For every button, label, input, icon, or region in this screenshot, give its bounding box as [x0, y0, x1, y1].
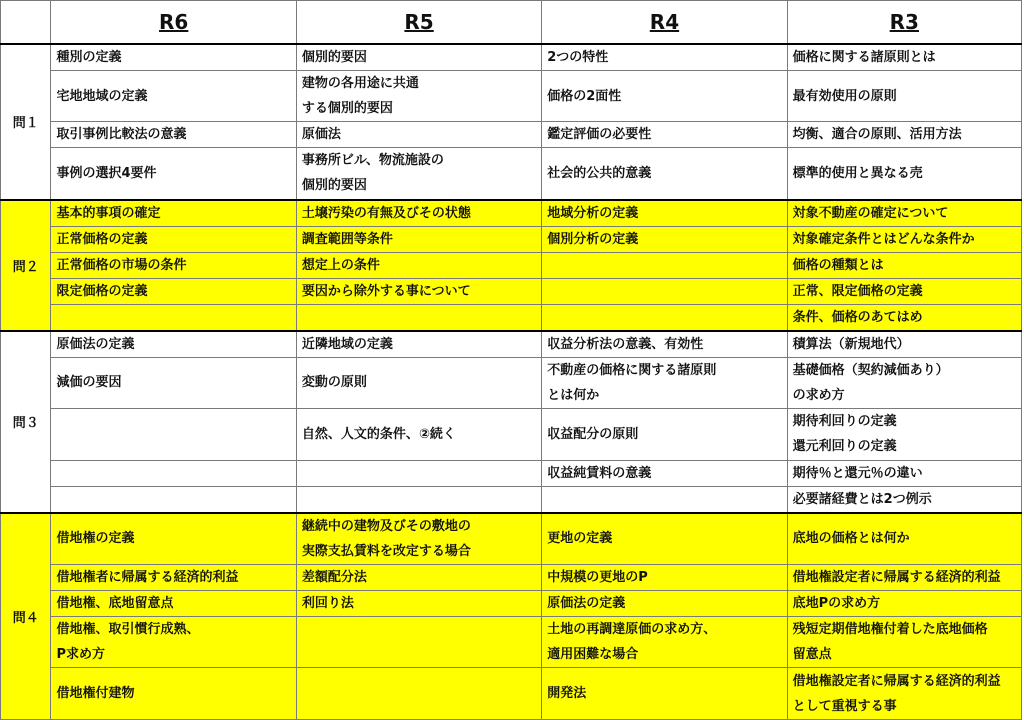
table-cell[interactable] [296, 200, 541, 227]
table-cell[interactable] [787, 44, 1021, 71]
table-cell[interactable] [296, 331, 541, 358]
table-row [1, 408, 1022, 460]
cell-text: 2つの特性 [547, 50, 609, 65]
table-cell[interactable] [542, 408, 787, 460]
cell-text: 調査範囲等条件 [301, 231, 393, 247]
table-cell[interactable] [51, 591, 296, 617]
table-cell[interactable] [542, 278, 787, 304]
table-cell[interactable] [787, 617, 1021, 668]
cell-text: 期待％と還元％の違い [792, 465, 923, 481]
cell-text: 宅地地域の定義 [56, 88, 148, 104]
table-cell[interactable] [51, 565, 296, 591]
table-row [1, 44, 1022, 71]
table-cell[interactable] [51, 617, 296, 668]
question-label-q3[interactable]: 問３ [1, 331, 51, 513]
table-row [1, 226, 1022, 252]
table-cell[interactable] [296, 408, 541, 460]
table-cell[interactable] [542, 44, 787, 71]
cell-text: 正常価格の市場の条件 [56, 257, 187, 273]
table-cell[interactable] [542, 357, 787, 408]
table-cell[interactable] [51, 122, 296, 148]
table-cell[interactable] [787, 357, 1021, 408]
cell-text: 継続中の建物及びその敷地の [301, 518, 471, 534]
table-cell[interactable] [296, 486, 541, 513]
cell-text: 基本的事項の確定 [56, 205, 161, 221]
cell-text: 借地権、底地留意点 [56, 596, 174, 611]
question-label-q2[interactable]: 問２ [1, 200, 51, 331]
table-row [1, 617, 1022, 668]
table-cell[interactable] [296, 357, 541, 408]
cell-text: 対象不動産の確定について [792, 205, 949, 221]
cell-text: 均衡、適合の原則、活用方法 [792, 127, 962, 142]
cell-text: 更地の定義 [547, 531, 613, 547]
table-cell[interactable] [542, 460, 787, 486]
cell-text: 底地の価格とは何か [792, 531, 910, 547]
cell-text: 土壌汚染の有無及びその状態 [301, 205, 471, 221]
table-cell[interactable] [542, 226, 787, 252]
table-cell[interactable] [296, 304, 541, 331]
table-cell[interactable] [787, 565, 1021, 591]
column-header-r4[interactable]: R4 [542, 1, 787, 45]
cell-text: 建物の各用途に共通 [301, 76, 419, 91]
table-row [1, 460, 1022, 486]
cell-text: 利回り法 [301, 596, 354, 611]
table-cell[interactable] [51, 513, 296, 565]
cell-text: 自然、人文的条件、②続く [301, 426, 456, 442]
table-row [1, 71, 1022, 122]
table-cell[interactable] [787, 122, 1021, 148]
table-cell[interactable] [51, 408, 296, 460]
table-cell[interactable] [51, 252, 296, 278]
table-cell[interactable] [296, 252, 541, 278]
corner-cell[interactable] [1, 1, 51, 45]
table-cell[interactable] [296, 278, 541, 304]
table-cell[interactable] [542, 200, 787, 227]
table-row [1, 668, 1022, 720]
table-cell[interactable] [51, 278, 296, 304]
table-row [1, 148, 1022, 200]
question-label-q4[interactable]: 問４ [1, 513, 51, 720]
header-row [1, 1, 1022, 45]
cell-text: 土地の再調達原価の求め方、 [547, 622, 717, 637]
table-row [1, 357, 1022, 408]
cell-text: 条件、価格のあてはめ [792, 309, 923, 325]
table-row [1, 278, 1022, 304]
table-cell[interactable] [51, 331, 296, 358]
table-cell[interactable] [296, 71, 541, 122]
table-row [1, 513, 1022, 565]
cell-text: 収益分析法の意義、有効性 [547, 336, 704, 352]
cell-text: 差額配分法 [301, 570, 367, 585]
cell-text: 借地権設定者に帰属する経済的利益 [792, 673, 1001, 689]
cell-text: 事務所ビル、物流施設の [301, 153, 444, 169]
table-row [1, 304, 1022, 331]
table-cell[interactable] [542, 668, 787, 720]
table-cell[interactable] [542, 617, 787, 668]
table-cell[interactable] [296, 617, 541, 668]
table-row [1, 486, 1022, 513]
table-cell[interactable] [787, 226, 1021, 252]
table-cell[interactable] [787, 408, 1021, 460]
cell-text: 最有効使用の原則 [792, 88, 897, 104]
cell-text: 不動産の価格に関する諸原則 [547, 362, 717, 378]
table-cell[interactable] [542, 486, 787, 513]
table-row [1, 331, 1022, 358]
cell-text: 想定上の条件 [301, 257, 380, 273]
table-cell[interactable] [296, 591, 541, 617]
cell-text: 社会的公共的意義 [547, 165, 652, 181]
table-cell[interactable] [787, 148, 1021, 200]
table-row [1, 122, 1022, 148]
cell-text: 個別的要因 [301, 50, 367, 65]
cell-text: 収益配分の原則 [547, 426, 639, 442]
table-cell[interactable] [542, 513, 787, 565]
cell-text: 減価の要因 [56, 375, 122, 390]
table-cell[interactable] [542, 122, 787, 148]
table-cell[interactable] [51, 200, 296, 227]
table-cell[interactable] [296, 460, 541, 486]
table-cell[interactable] [787, 668, 1021, 720]
table-body [1, 44, 1022, 720]
cell-text: 実際支払賃料を改定する場合 [301, 543, 471, 559]
table-cell[interactable] [787, 200, 1021, 227]
cell-text: 開発法 [547, 686, 587, 701]
cell-text: 種別の定義 [56, 50, 122, 65]
cell-text: 借地権付建物 [56, 686, 135, 701]
cell-text: として重視する事 [792, 698, 897, 714]
cell-text: P求め方 [56, 647, 106, 662]
table-cell[interactable] [51, 357, 296, 408]
cell-text: 正常、限定価格の定義 [792, 283, 923, 299]
cell-text: 基礎価格（契約減価あり） [792, 362, 949, 378]
table-cell[interactable] [787, 331, 1021, 358]
cell-text: 原価法の定義 [56, 336, 135, 352]
cell-text: 取引事例比較法の意義 [56, 127, 187, 142]
table-cell[interactable] [542, 304, 787, 331]
cell-text: 鑑定評価の必要性 [547, 127, 652, 142]
cell-text: 原価法 [301, 127, 341, 142]
table-cell[interactable] [542, 591, 787, 617]
table-cell[interactable] [51, 226, 296, 252]
cell-text: 必要諸経費とは2つ例示 [792, 491, 932, 507]
table-cell[interactable] [296, 668, 541, 720]
cell-text: 価格の種類とは [792, 257, 884, 273]
cell-text: 地域分析の定義 [547, 205, 639, 221]
table-row [1, 591, 1022, 617]
cell-text: 個別的要因 [301, 178, 367, 194]
table-cell[interactable] [296, 513, 541, 565]
cell-text: 価格に関する諸原則とは [792, 50, 936, 65]
table-cell[interactable] [787, 71, 1021, 122]
cell-text: 底地Pの求め方 [792, 596, 881, 611]
cell-text: 限定価格の定義 [56, 283, 148, 299]
cell-text: 借地権設定者に帰属する経済的利益 [792, 570, 1001, 585]
cell-text: 対象確定条件とはどんな条件か [792, 231, 975, 247]
table-cell[interactable] [296, 565, 541, 591]
column-header-r5[interactable]: R5 [296, 1, 541, 45]
table-cell[interactable] [296, 44, 541, 71]
cell-text: の求め方 [792, 387, 845, 403]
table-cell[interactable] [542, 71, 787, 122]
table-row [1, 200, 1022, 227]
table-cell[interactable] [787, 252, 1021, 278]
table-cell[interactable] [51, 486, 296, 513]
column-header-r6[interactable]: R6 [51, 1, 296, 45]
cell-text: 借地権者に帰属する経済的利益 [56, 570, 239, 585]
table-cell[interactable] [787, 591, 1021, 617]
table-cell[interactable] [51, 148, 296, 200]
table-cell[interactable] [51, 668, 296, 720]
table-cell[interactable] [787, 486, 1021, 513]
cell-text: 原価法の定義 [547, 596, 626, 611]
table-row [1, 565, 1022, 591]
cell-text: する個別的要因 [301, 101, 393, 116]
cell-text: 積算法（新規地代） [792, 336, 910, 352]
cell-text: 留意点 [792, 647, 832, 662]
cell-text: 適用困難な場合 [547, 647, 639, 662]
cell-text: 中規模の更地のP [547, 570, 648, 585]
table-cell[interactable] [787, 513, 1021, 565]
table-cell[interactable] [296, 226, 541, 252]
table-row [1, 252, 1022, 278]
cell-text: 標準的使用と異なる売 [792, 165, 923, 181]
cell-text: 期待利回りの定義 [792, 414, 897, 429]
table-cell[interactable] [51, 460, 296, 486]
cell-text: 還元利回りの定義 [792, 439, 897, 454]
table-cell[interactable] [542, 148, 787, 200]
question-label-q1[interactable]: 問１ [1, 44, 51, 200]
table-cell[interactable] [296, 148, 541, 200]
cell-text: 借地権、取引慣行成熟、 [56, 622, 200, 637]
table-cell[interactable] [542, 252, 787, 278]
table-cell[interactable] [296, 122, 541, 148]
cell-text: 個別分析の定義 [547, 231, 639, 247]
cell-text: 変動の原則 [301, 375, 367, 390]
cell-text: 要因から除外する事について [301, 283, 471, 299]
table-cell[interactable] [51, 304, 296, 331]
table-cell[interactable] [787, 460, 1021, 486]
cell-text: 収益純賃料の意義 [547, 465, 652, 481]
table-cell[interactable] [51, 71, 296, 122]
cell-text: 近隣地域の定義 [301, 336, 393, 352]
table-cell[interactable] [787, 304, 1021, 331]
cell-text: 価格の2面性 [547, 88, 622, 104]
cell-text: 事例の選択4要件 [56, 165, 157, 181]
cell-text: 借地権の定義 [56, 531, 135, 547]
cell-text: とは何か [547, 387, 600, 403]
column-header-r3[interactable]: R3 [787, 1, 1021, 45]
table-cell[interactable] [787, 278, 1021, 304]
cell-text: 残短定期借地権付着した底地価格 [792, 622, 988, 637]
table-cell[interactable] [51, 44, 296, 71]
cell-text: 正常価格の定義 [56, 231, 148, 247]
table-cell[interactable] [542, 331, 787, 358]
table-cell[interactable] [542, 565, 787, 591]
